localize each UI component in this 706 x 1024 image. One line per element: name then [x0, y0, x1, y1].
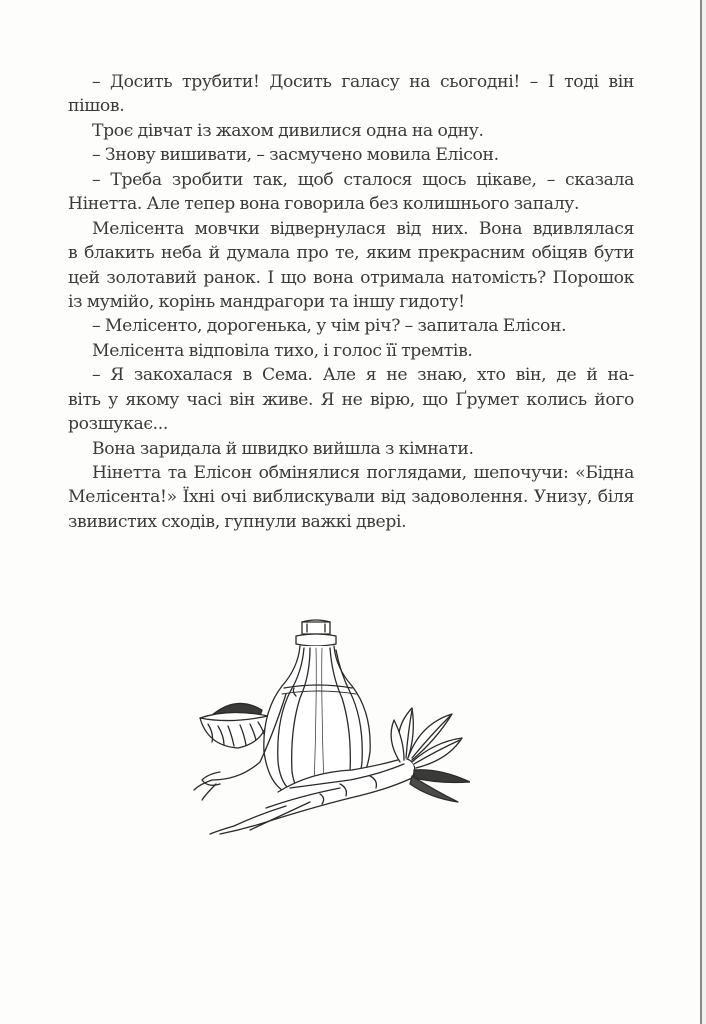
text-line: Нінетта. Але тепер вона говорила без колишнього запалу.	[68, 194, 580, 215]
body-text	[68, 70, 634, 534]
text-line: – Треба зробити так, щоб сталося щось цікаве, – сказала	[92, 169, 634, 190]
text-line: пішов.	[68, 96, 125, 117]
paragraph	[68, 437, 634, 461]
text-line: розшукає...	[68, 414, 168, 435]
text-line: Мелісента відповіла тихо, і голос її тремтів.	[92, 340, 473, 361]
paragraph	[68, 314, 634, 338]
text-line: – Я закохалася в Сема. Але я не знаю, хто він, де й на-	[92, 365, 634, 386]
paragraph	[68, 119, 634, 143]
text-line: Мелісента!» Їхні очі виблискували від задоволення. Унизу, біля	[68, 487, 634, 508]
paragraph	[68, 143, 634, 167]
text-line: Нінетта та Елісон обмінялися поглядами, шепочучи: «Бідна	[92, 463, 634, 483]
text-line: цей золотавий ранок. І що вона отримала натомість? Порошок	[68, 267, 634, 288]
text-line: – Мелісенто, дорогенька, у чім річ? – запитала Елісон.	[92, 316, 567, 337]
text-line: Мелісента мовчки відвернулася від них. Вона вдивлялася	[92, 218, 634, 239]
paragraph	[68, 461, 634, 534]
text-line: Троє дівчат із жахом дивилися одна на одну.	[92, 120, 484, 141]
paragraph	[68, 339, 634, 363]
text-line: із мумійо, корінь мандрагори та іншу гидоту!	[68, 291, 465, 312]
text-line: – Знову вишивати, – засмучено мовила Елісон.	[92, 145, 499, 166]
paragraph	[68, 168, 634, 217]
text-line: Вона заридала й швидко вийшла з кімнати.	[92, 438, 474, 459]
text-line: звивистих сходів, гупнули важкі двері.	[68, 511, 407, 532]
paragraph	[68, 363, 634, 436]
text-line: в блакить неба й думала про те, яким прекрасним обіцяв бути	[68, 243, 634, 264]
paragraph	[68, 217, 634, 315]
text-line: віть у якому часі він живе. Я не вірю, що Ґрумет колись його	[68, 389, 634, 410]
page-edge-margin	[702, 0, 706, 1024]
paragraph	[68, 70, 634, 119]
text-line: – Досить трубити! Досить галасу на сьогодні! – І тоді він	[92, 72, 634, 92]
bottle-mandrake-illustration-icon	[190, 612, 470, 837]
